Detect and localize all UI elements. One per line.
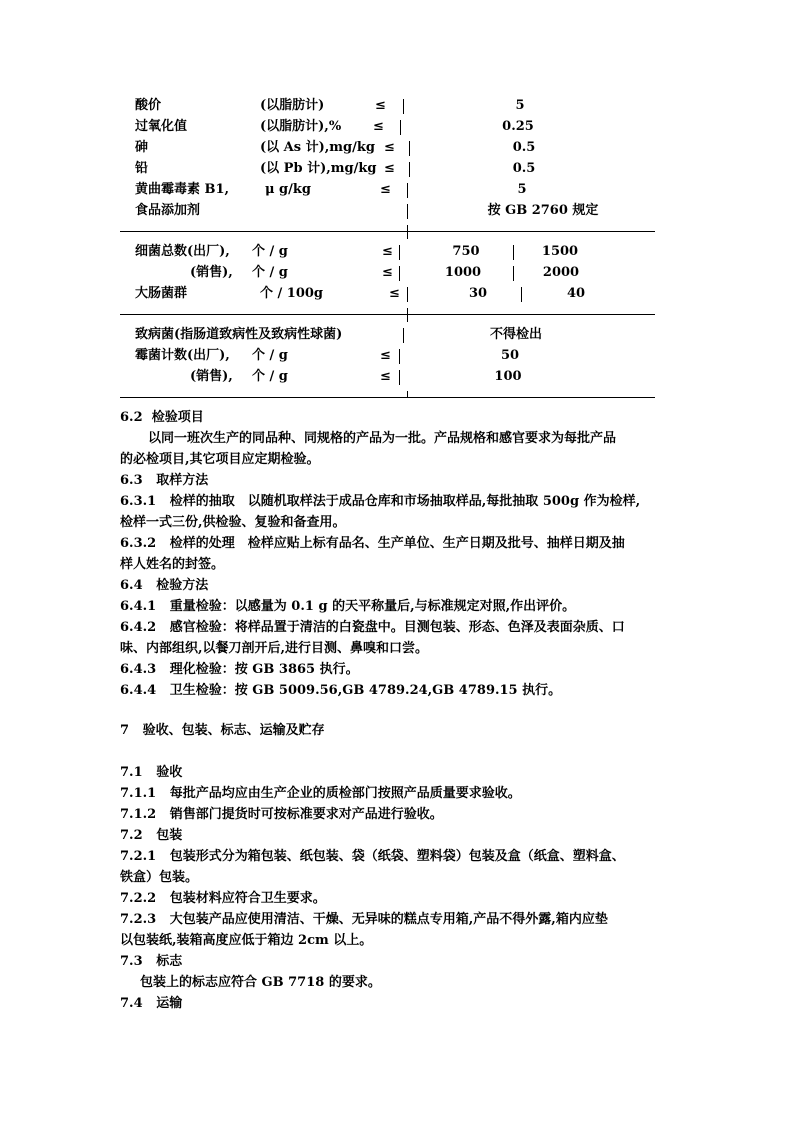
row-sym: ≤ xyxy=(384,161,395,176)
paragraph-line: 以同一班次生产的同品种、同规格的产品为一批。产品规格和感官要求为每批产品 xyxy=(148,431,617,446)
row-value: 5 xyxy=(515,98,525,113)
section-heading-7-1: 7.1 验收 xyxy=(120,765,183,780)
row-name: (销售), xyxy=(190,265,233,280)
col-bar xyxy=(407,204,408,219)
col-bar xyxy=(513,245,514,260)
section-heading-7-2: 7.2 包装 xyxy=(120,828,183,843)
row-unit: 个 / g xyxy=(252,244,288,259)
clause-6-4-3: 6.4.3 理化检验：按 GB 3865 执行。 xyxy=(120,662,359,677)
row-sym: ≤ xyxy=(389,286,400,301)
row-value: 0.5 xyxy=(512,140,536,155)
row-sym: ≤ xyxy=(380,348,391,363)
row-name: 细菌总数(出厂), xyxy=(135,244,230,259)
paragraph-line: 包装上的标志应符合 GB 7718 的要求。 xyxy=(140,975,381,990)
col-bar xyxy=(409,162,410,177)
row-sym: ≤ xyxy=(375,98,386,113)
col-bar xyxy=(399,349,400,364)
row-name: 致病菌(指肠道致病性及致病性球菌) xyxy=(135,327,343,342)
clause-7-2-3: 7.2.3 大包装产品应使用清洁、干燥、无异味的糕点专用箱,产品不得外露,箱内应垫 xyxy=(120,912,608,927)
divider-tick xyxy=(407,315,408,322)
row-value: 0.25 xyxy=(502,119,534,134)
row-unit: μ g/kg xyxy=(265,182,311,197)
row-sym: ≤ xyxy=(380,182,391,197)
row-unit: 个 / 100g xyxy=(260,286,324,301)
row-value-1: 750 xyxy=(452,244,480,259)
clause-6-4-4: 6.4.4 卫生检验：按 GB 5009.56,GB 4789.24,GB 4789.15 执行。 xyxy=(120,683,562,698)
row-value: 100 xyxy=(494,369,522,384)
col-bar xyxy=(407,287,408,302)
col-bar xyxy=(409,141,410,156)
paragraph-line: 味、内部组织,以餐刀剖开后,进行目测、鼻嗅和口尝。 xyxy=(120,641,429,656)
divider-tick xyxy=(407,232,408,239)
col-bar xyxy=(407,183,408,198)
clause-6-4-1: 6.4.1 重量检验：以感量为 0.1 g 的天平称量后,与标准规定对照,作出评价。 xyxy=(120,599,576,614)
paragraph-line: 样人姓名的封签。 xyxy=(120,557,225,572)
section-heading-7-4: 7.4 运输 xyxy=(120,996,183,1011)
clause-6-3-2: 6.3.2 检样的处理 检样应贴上标有品名、生产单位、生产日期及批号、抽样日期及抽 xyxy=(120,536,625,551)
col-bar xyxy=(403,328,404,343)
section-heading-6-3: 6.3 取样方法 xyxy=(120,473,209,488)
row-value-2: 1500 xyxy=(541,244,579,259)
row-value-2: 40 xyxy=(566,286,586,301)
clause-7-1-2: 7.1.2 销售部门提货时可按标准要求对产品进行验收。 xyxy=(120,807,443,822)
chapter-heading-7: 7 验收、包装、标志、运输及贮存 xyxy=(120,723,325,738)
row-value: 0.5 xyxy=(512,161,536,176)
row-unit: 个 / g xyxy=(252,348,288,363)
row-value-2: 2000 xyxy=(542,265,580,280)
row-name: (销售), xyxy=(190,369,233,384)
row-name: 大肠菌群 xyxy=(135,286,188,301)
row-name: 黄曲霉毒素 B1, xyxy=(135,182,230,197)
col-bar xyxy=(513,266,514,281)
row-unit: 个 / g xyxy=(252,369,288,384)
col-bar xyxy=(399,266,400,281)
row-unit: (以 Pb 计),mg/kg xyxy=(260,161,377,176)
section-heading-7-3: 7.3 标志 xyxy=(120,954,183,969)
paragraph-line: 以包装纸,装箱高度应低于箱边 2cm 以上。 xyxy=(120,933,373,948)
table-divider xyxy=(120,314,655,315)
row-sym: ≤ xyxy=(373,119,384,134)
divider-tick xyxy=(407,308,408,315)
section-heading-6-4: 6.4 检验方法 xyxy=(120,578,209,593)
row-sym: ≤ xyxy=(382,244,393,259)
divider-tick xyxy=(407,391,408,398)
row-name: 霉菌计数(出厂), xyxy=(135,348,230,363)
row-value: 5 xyxy=(517,182,527,197)
clause-7-1-1: 7.1.1 每批产品均应由生产企业的质检部门按照产品质量要求验收。 xyxy=(120,786,521,801)
table-divider xyxy=(120,231,655,232)
row-name: 铅 xyxy=(135,161,149,176)
row-value: 50 xyxy=(500,348,520,363)
paragraph-line: 检样一式三份,供检验、复验和备查用。 xyxy=(120,515,346,530)
row-sym: ≤ xyxy=(384,140,395,155)
col-bar xyxy=(399,245,400,260)
row-value: 按 GB 2760 规定 xyxy=(487,203,599,218)
row-unit: (以 As 计),mg/kg xyxy=(260,140,375,155)
table-bottom-rule xyxy=(120,397,655,398)
row-name: 砷 xyxy=(135,140,149,155)
paragraph-line: 的必检项目,其它项目应定期检验。 xyxy=(120,452,320,467)
row-sym: ≤ xyxy=(380,369,391,384)
row-value-1: 30 xyxy=(468,286,488,301)
divider-tick xyxy=(407,225,408,232)
clause-6-4-2: 6.4.2 感官检验：将样品置于清洁的白瓷盘中。目测包装、形态、色泽及表面杂质、口 xyxy=(120,620,625,635)
row-value: 不得检出 xyxy=(489,327,543,342)
col-bar xyxy=(399,370,400,385)
section-heading-6-2: 6.2 检验项目 xyxy=(120,410,204,425)
row-sym: ≤ xyxy=(382,265,393,280)
paragraph-line: 铁盒）包装。 xyxy=(120,870,199,885)
clause-7-2-2: 7.2.2 包装材料应符合卫生要求。 xyxy=(120,891,326,906)
row-unit: (以脂肪计) xyxy=(260,98,325,113)
clause-7-2-1: 7.2.1 包装形式分为箱包装、纸包装、袋（纸袋、塑料袋）包装及盒（纸盒、塑料盒、 xyxy=(120,849,625,864)
col-bar xyxy=(521,287,522,302)
row-name: 食品添加剂 xyxy=(135,203,201,218)
row-name: 酸价 xyxy=(135,98,162,113)
col-bar xyxy=(400,120,401,135)
row-value-1: 1000 xyxy=(444,265,482,280)
row-name: 过氧化值 xyxy=(135,119,188,134)
col-bar xyxy=(403,99,404,114)
clause-6-3-1: 6.3.1 检样的抽取 以随机取样法于成品仓库和市场抽取样品,每批抽取 500g 作为检样, xyxy=(120,494,641,509)
row-unit: 个 / g xyxy=(252,265,288,280)
row-unit: (以脂肪计),% xyxy=(260,119,342,134)
